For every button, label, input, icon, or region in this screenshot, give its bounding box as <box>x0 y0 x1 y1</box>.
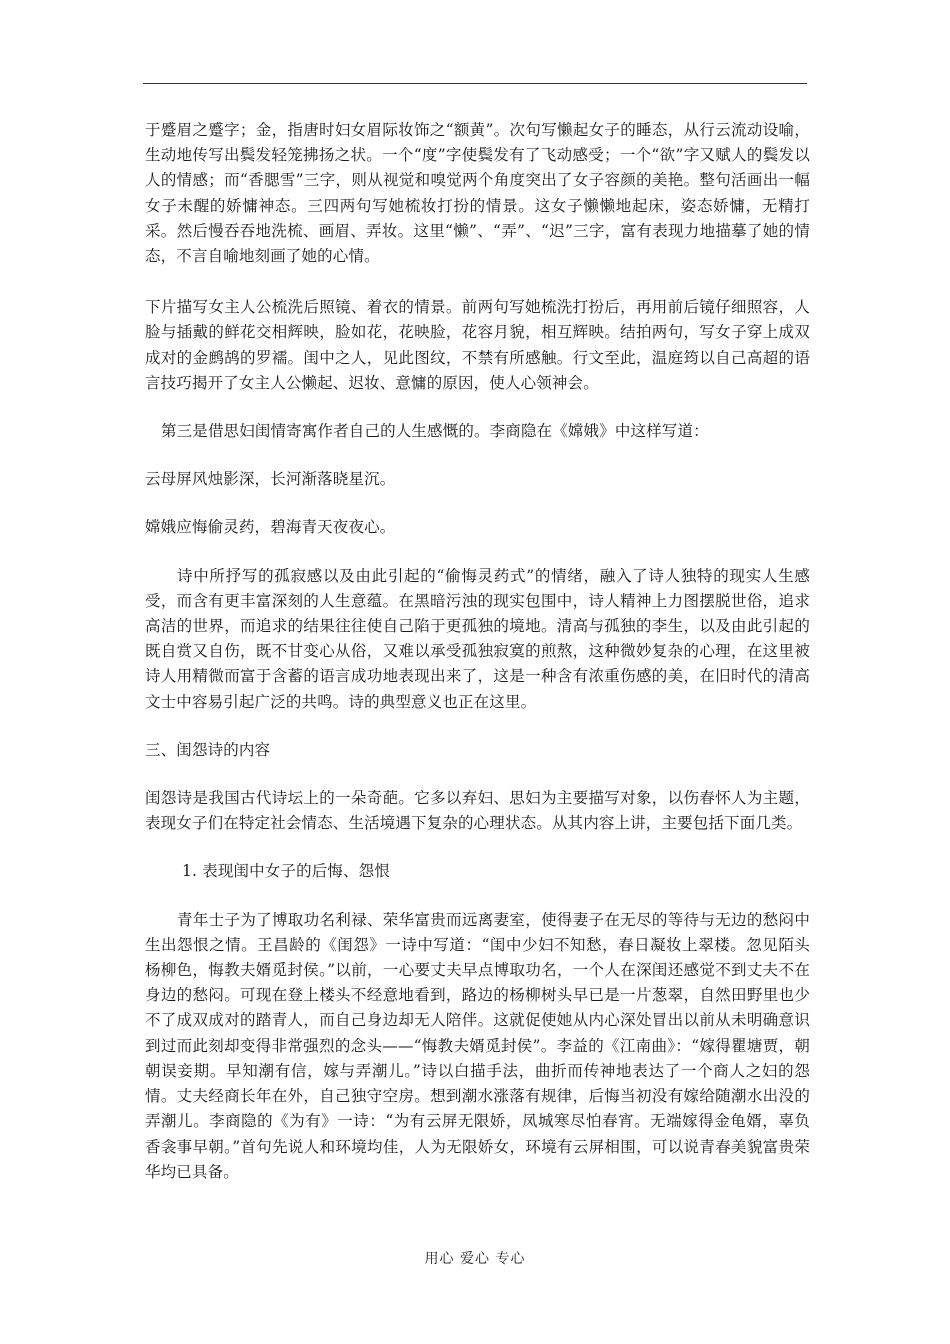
paragraph-commentary-part2: 下片描写女主人公梳洗后照镜、着衣的情景。前两句写她梳洗打扮后，再用前后镜仔细照容，人脸与插戴的鲜花交相辉映，脸如花，花映脸，花容月貌，相互辉映。结拍两句，写女子穿上成双成对的金鹧鸪的罗襦。闺中之人，见此图纹，不禁有所感触。行文至此，温庭筠以自己高超的语言技巧揭开了女主人公懒起、迟妆、意慵的原因，使人心领神会。 <box>145 298 810 392</box>
poem-line-2: 嫦娥应悔偷灵药，碧海青天夜夜心。 <box>145 518 396 537</box>
document-body <box>145 118 810 1185</box>
paragraph-poem-analysis: 诗中所抒写的孤寂感以及由此引起的“偷悔灵药式”的情绪，融入了诗人独特的现实人生感受，而含有更丰富深刻的人生意蕴。在黑暗污浊的现实包围中，诗人精神上力图摆脱世俗，追求高洁的世界，而追求的结果往往使自己陷于更孤独的境地。清高与孤独的李生，以及由此引起的既自赏又自伤，既不甘变心从俗，又难以承受孤独寂寞的煎熬，这种微妙复杂的心理，在这里被诗人用精微而富于含蓄的语言成功地表现出来了，这是一种含有浓重伤感的美，在旧时代的清高文士中容易引起广泛的共鸣。诗的典型意义也正在这里。 <box>145 566 810 711</box>
paragraph-third-point: 第三是借思妇闺情寄寓作者自己的人生感慨的。李商隐在《嫦娥》中这样写道： <box>161 422 709 441</box>
paragraph-section-intro: 闺怨诗是我国古代诗坛上的一朵奇葩。它多以弃妇、思妇为主要描写对象，以伤春怀人为主题，表现女子们在特定社会情态、生活境遇下复杂的心理状态。从其内容上讲，主要包括下面几类。 <box>145 789 810 833</box>
page-footer: 用心 爱心 专心 <box>424 1251 526 1267</box>
list-item-1-heading: 1. 表现闺中女子的后悔、怨恨 <box>182 862 390 881</box>
paragraph-regret-examples: 青年士子为了博取功名利禄、荣华富贵而远离妻室，使得妻子在无尽的等待与无边的愁闷中生出怨恨之情。王昌龄的《闺怨》一诗中写道：“闺中少妇不知愁，春日凝妆上翠楼。忽见陌头杨柳色，悔教夫婿觅封侯。”以前，一心要丈夫早点博取功名，一个人在深闺还感觉不到丈夫不在身边的愁闷。可现在登上楼头不经意地看到，路边的杨柳树头早已是一片葱翠，自然田野里也少不了成双成对的踏青人，而自己身边却无人陪伴。这就促使她从内心深处冒出以前从未明确意识到过而此刻却变得非常强烈的念头——“悔教夫婿觅封侯”。李益的《江南曲》：“嫁得瞿塘贾，朝朝误妾期。早知潮有信，嫁与弄潮儿。”诗以白描手法，曲折而传神地表达了一个商人之妇的怨情。丈夫经商长年在外，自己独守空房。想到潮水涨落有规律，后悔当初没有嫁给随潮水出没的弄潮儿。李商隐的《为有》一诗：“为有云屏无限娇，凤城寒尽怕春宵。无端嫁得金龟婿，辜负香衾事早朝。”首句先说人和环境均佳，人为无限娇女，环境有云屏相围，可以说青春美貌富贵荣华均已具备。 <box>145 910 810 1181</box>
header-rule <box>143 83 807 84</box>
poem-line-1: 云母屏风烛影深，长河渐落晓星沉。 <box>145 470 396 489</box>
paragraph-commentary-part1: 于蹙眉之蹙字；金，指唐时妇女眉际妆饰之“额黄”。次句写懒起女子的睡态，从行云流动设喻，生动地传写出鬓发轻笼拂扬之状。一个“度”字使鬓发有了飞动感受；一个“欲”字又赋人的鬓发以人的情感；而“香腮雪”三字，则从视觉和嗅觉两个角度突出了女子容颜的美艳。整句活画出一幅女子未醒的娇慵神态。三四两句写她梳妆打扮的情景。这女子懒懒地起床，姿态娇慵，无精打采。然后慢吞吞地洗梳、画眉、弄妆。这里“懒”、“弄”、“迟”三字，富有表现力地描摹了她的情态，不言自喻地刻画了她的心情。 <box>145 121 810 266</box>
section-heading-content: 三、闺怨诗的内容 <box>145 740 271 759</box>
